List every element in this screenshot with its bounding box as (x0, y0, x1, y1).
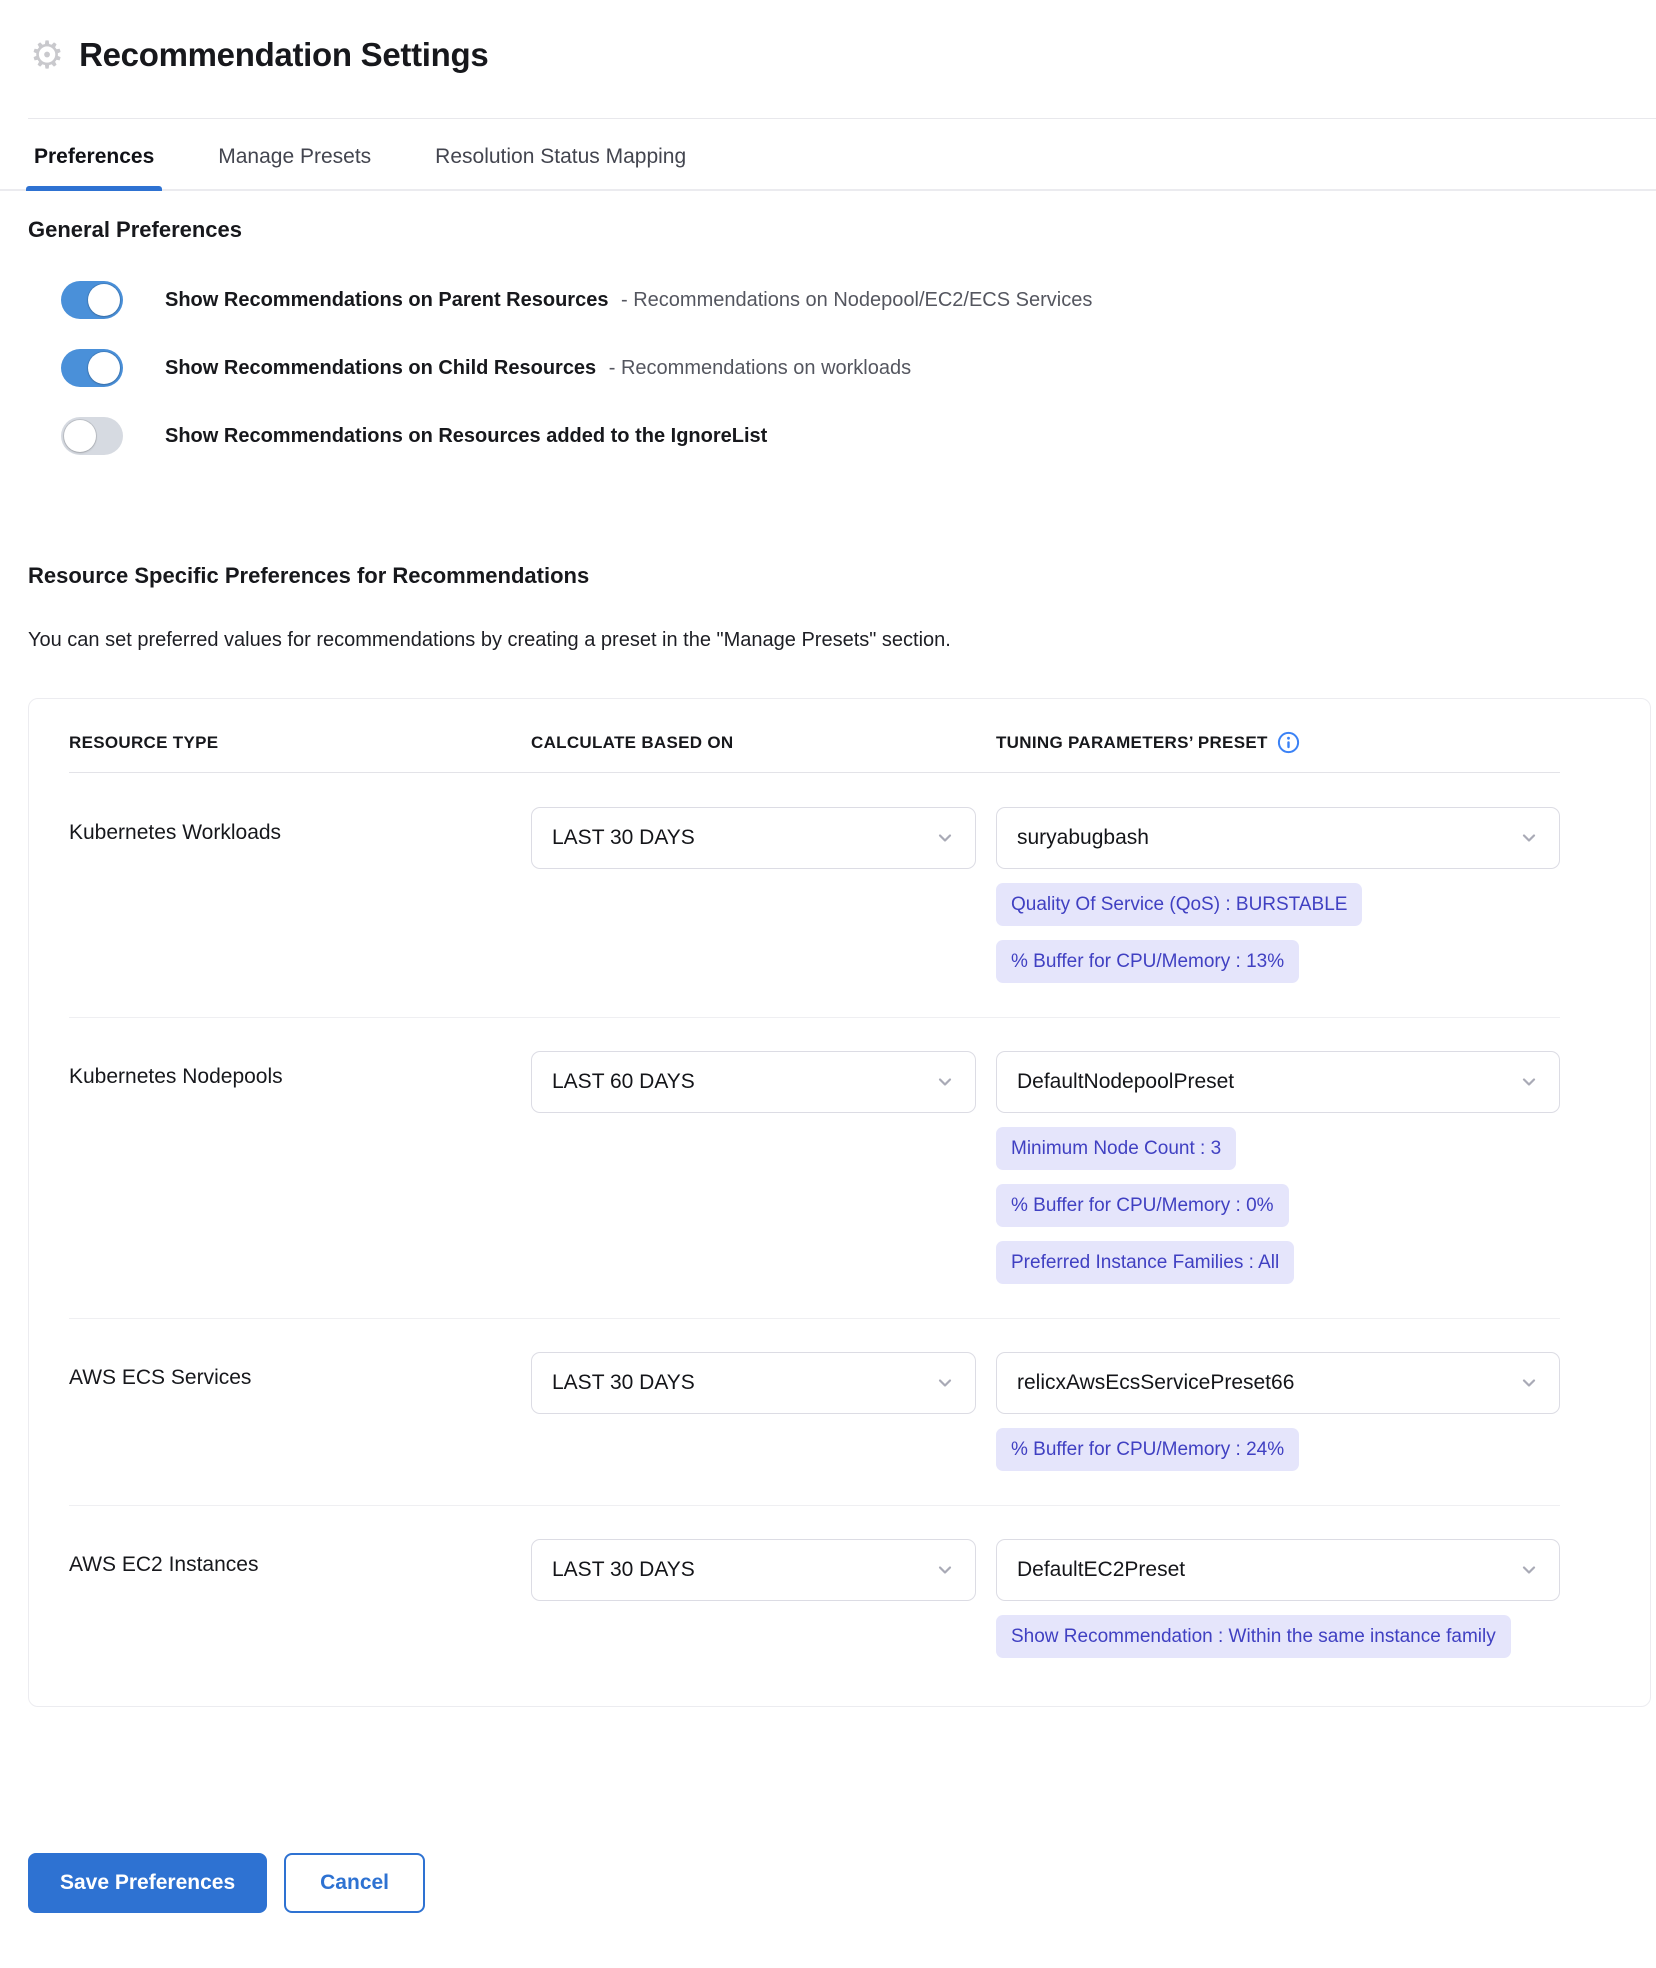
preset-tags (996, 869, 1560, 983)
info-icon[interactable] (1277, 731, 1300, 754)
preset-tag: Preferred Instance Families : All (996, 1241, 1294, 1284)
preset-select[interactable] (996, 1352, 1560, 1414)
select-value: DefaultEC2Preset (1017, 1558, 1186, 1581)
calculate-based-on-cell (531, 1051, 996, 1284)
gear-icon: ⚙ (30, 33, 65, 77)
preset-select[interactable] (996, 807, 1560, 869)
tab-manage-presets[interactable]: Manage Presets (218, 145, 372, 168)
tab-resolution-status-mapping[interactable]: Resolution Status Mapping (435, 145, 687, 168)
chevron-down-icon (1519, 1560, 1539, 1580)
toggle-knob (88, 352, 120, 384)
select-value: suryabugbash (1017, 826, 1149, 849)
preset-cell (996, 807, 1560, 983)
chevron-down-icon (1519, 1373, 1539, 1393)
toggle-label: Show Recommendations on Parent Resources (165, 289, 609, 311)
page-title: Recommendation Settings (79, 36, 489, 73)
toggle-row-child-resources (61, 349, 1656, 387)
preset-tags (996, 1113, 1560, 1284)
column-header-calculate-based-on: CALCULATE BASED ON (531, 732, 734, 752)
tab-bar (0, 119, 1656, 191)
calculate-based-on-select[interactable] (531, 1539, 976, 1601)
toggle-text (165, 422, 774, 450)
preset-cell (996, 1539, 1560, 1658)
parent-resources-toggle[interactable] (61, 281, 123, 319)
preset-tag: % Buffer for CPU/Memory : 13% (996, 940, 1299, 983)
preset-tag: Show Recommendation : Within the same instance family (996, 1615, 1511, 1658)
preset-tag: Quality Of Service (QoS) : BURSTABLE (996, 883, 1362, 926)
table-row-kubernetes-nodepools (29, 1017, 1650, 1318)
preset-cell (996, 1352, 1560, 1471)
select-value: LAST 60 DAYS (552, 1070, 695, 1093)
resource-type-label: AWS EC2 Instances (69, 1553, 259, 1576)
toggle-text (165, 286, 1092, 314)
resource-type-label: Kubernetes Workloads (69, 821, 282, 844)
column-header-tuning-preset-label: TUNING PARAMETERS’ PRESET (996, 732, 1268, 752)
preset-select[interactable] (996, 1539, 1560, 1601)
preset-tags (996, 1601, 1560, 1658)
resource-preferences-description: You can set preferred values for recommendations by creating a preset in the "Manage Presets" section. (28, 629, 951, 651)
chevron-down-icon (935, 1560, 955, 1580)
calculate-based-on-select[interactable] (531, 1352, 976, 1414)
general-preferences-heading: General Preferences (28, 217, 243, 242)
toggle-label: Show Recommendations on Child Resources (165, 357, 597, 379)
column-header-resource-type: RESOURCE TYPE (69, 732, 219, 752)
page-header (0, 26, 1656, 77)
toggle-label: Show Recommendations on Resources added to the IgnoreList (165, 425, 768, 447)
chevron-down-icon (1519, 1072, 1539, 1092)
preset-cell (996, 1051, 1560, 1284)
toggle-list (28, 281, 1656, 455)
table-row-kubernetes-workloads (29, 773, 1650, 1017)
table-row-aws-ec2-instances (29, 1505, 1650, 1706)
child-resources-toggle[interactable] (61, 349, 123, 387)
chevron-down-icon (935, 1072, 955, 1092)
chevron-down-icon (935, 828, 955, 848)
preset-tag: % Buffer for CPU/Memory : 0% (996, 1184, 1289, 1227)
toggle-description: - Recommendations on Nodepool/EC2/ECS Services (621, 289, 1093, 311)
general-preferences-section (0, 191, 1656, 455)
table-header-row (29, 699, 1650, 772)
ignorelist-resources-toggle[interactable] (61, 417, 123, 455)
footer-actions (28, 1853, 1656, 1913)
chevron-down-icon (1519, 828, 1539, 848)
toggle-text (165, 354, 911, 382)
toggle-knob (88, 284, 120, 316)
calculate-based-on-cell (531, 1539, 996, 1658)
tab-preferences[interactable]: Preferences (30, 119, 158, 189)
resource-type-label: AWS ECS Services (69, 1366, 252, 1389)
preset-tags (996, 1414, 1560, 1471)
calculate-based-on-select[interactable] (531, 807, 976, 869)
select-value: DefaultNodepoolPreset (1017, 1070, 1235, 1093)
resource-preferences-heading: Resource Specific Preferences for Recommendations (28, 563, 590, 588)
toggle-description: - Recommendations on workloads (608, 357, 912, 379)
resource-specific-preferences-section (0, 563, 1656, 652)
calculate-based-on-cell (531, 1352, 996, 1471)
toggle-row-parent-resources (61, 281, 1656, 319)
resource-type-label: Kubernetes Nodepools (69, 1065, 283, 1088)
calculate-based-on-select[interactable] (531, 1051, 976, 1113)
select-value: relicxAwsEcsServicePreset66 (1017, 1371, 1295, 1394)
column-header-tuning-preset (996, 731, 1560, 754)
calculate-based-on-cell (531, 807, 996, 983)
preset-tag: Minimum Node Count : 3 (996, 1127, 1236, 1170)
cancel-button[interactable]: Cancel (284, 1853, 425, 1913)
table-row-aws-ecs-services (29, 1318, 1650, 1505)
resource-preferences-table (28, 698, 1651, 1707)
toggle-knob (64, 420, 96, 452)
select-value: LAST 30 DAYS (552, 826, 695, 849)
preset-tag: % Buffer for CPU/Memory : 24% (996, 1428, 1299, 1471)
save-preferences-button[interactable]: Save Preferences (28, 1853, 267, 1913)
select-value: LAST 30 DAYS (552, 1371, 695, 1394)
toggle-row-ignorelist-resources (61, 417, 1656, 455)
chevron-down-icon (935, 1373, 955, 1393)
preset-select[interactable] (996, 1051, 1560, 1113)
select-value: LAST 30 DAYS (552, 1558, 695, 1581)
